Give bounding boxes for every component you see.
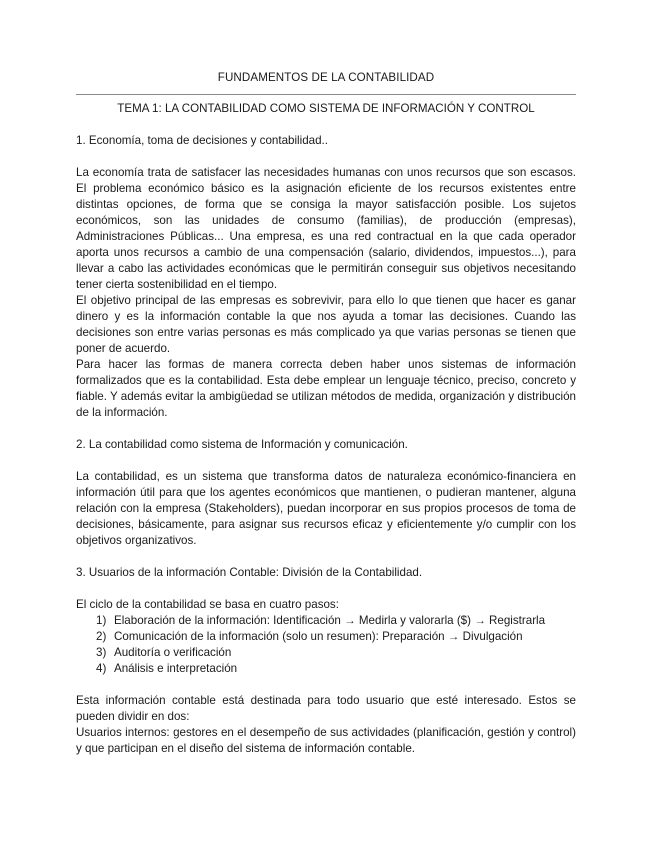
list-item-number: 1) xyxy=(96,614,107,627)
section-3-paragraph-1: Esta información contable está destinada para todo usuario que esté interesado. Estos se pueden dividir en dos: xyxy=(76,694,576,723)
section-1-paragraph-3: Para hacer las formas de manera correcta deben haber unos sistemas de información formalizados que es la contabilidad. Esta debe emplear un lenguaje técnico, preciso, concreto y fiable. Y además evitar la ambigüedad se utilizan métodos de medida, organización y distribución de la información. xyxy=(76,358,576,419)
section-3-paragraph-2: Usuarios internos: gestores en el desempeño de sus actividades (planificación, gestión y control) y que participan en el diseño del sistema de información contable. xyxy=(76,726,576,755)
list-item xyxy=(96,645,576,661)
list-item xyxy=(96,661,576,677)
spacer xyxy=(76,549,576,565)
section-1-paragraph-1: La economía trata de satisfacer las necesidades humanas con unos recursos que son escasos. El problema económico básico es la asignación eficiente de los recursos existentes entre distintas opciones, de forma que se consiga la mayor satisfacción posible. Los sujetos económicos, son las unidades de consumo (familias), de producción (empresas), Administraciones Públicas... Una empresa, es una red contractual en la que cada operador aporta unos recursos a cambio de una compensación (salario, dividendos, impuestos...), para llevar a cabo las actividades económicas que le permitirán conseguir sus objetivos necesitando tener cierta sostenibilidad en el tiempo. xyxy=(76,166,576,291)
list-item xyxy=(96,613,576,629)
list-item-text: Elaboración de la información: Identificación → Medirla y valorarla ($) → Registrarla xyxy=(114,614,546,627)
accounting-cycle-steps xyxy=(76,613,576,677)
document-title: FUNDAMENTOS DE LA CONTABILIDAD xyxy=(217,71,435,84)
list-item-text: Comunicación de la información (solo un resumen): Preparación → Divulgación xyxy=(114,630,523,643)
title-divider xyxy=(76,94,576,95)
section-2-paragraph-1: La contabilidad, es un sistema que transforma datos de naturaleza económico-financiera en información útil para que los agentes económicos que mantienen, o pudieran mantener, alguna relación con la empresa (Stakeholders), puedan incorporar en sus propios procesos de toma de decisiones, básicamente, para asignar sus recursos eficaz y eficientemente y/o cumplir con los objetivos organizativos. xyxy=(76,470,576,547)
section-2-heading: 2. La contabilidad como sistema de Información y comunicación. xyxy=(76,438,408,451)
section-1-paragraph-2: El objetivo principal de las empresas es sobrevivir, para ello lo que tienen que hacer es ganar dinero y es la información contable la que nos ayuda a tomar las decisiones. Cuando las decisiones son entre varias personas es más complicado ya que varias personas se tienen que poner de acuerdo. xyxy=(76,294,576,355)
spacer xyxy=(76,421,576,437)
section-3-intro: El ciclo de la contabilidad se basa en cuatro pasos: xyxy=(76,598,339,611)
list-item-number: 4) xyxy=(96,662,107,675)
spacer xyxy=(76,677,576,693)
section-3-heading: 3. Usuarios de la información Contable: División de la Contabilidad. xyxy=(76,566,423,579)
list-item-number: 3) xyxy=(96,646,107,659)
list-item xyxy=(96,629,576,645)
document-page xyxy=(76,70,576,757)
list-item-text: Auditoría o verificación xyxy=(114,646,232,659)
section-1-heading: 1. Economía, toma de decisiones y contabilidad.. xyxy=(76,134,328,147)
list-item-text: Análisis e interpretación xyxy=(114,662,238,675)
topic-title: TEMA 1: LA CONTABILIDAD COMO SISTEMA DE INFORMACIÓN Y CONTROL xyxy=(117,102,535,115)
list-item-number: 2) xyxy=(96,630,107,643)
